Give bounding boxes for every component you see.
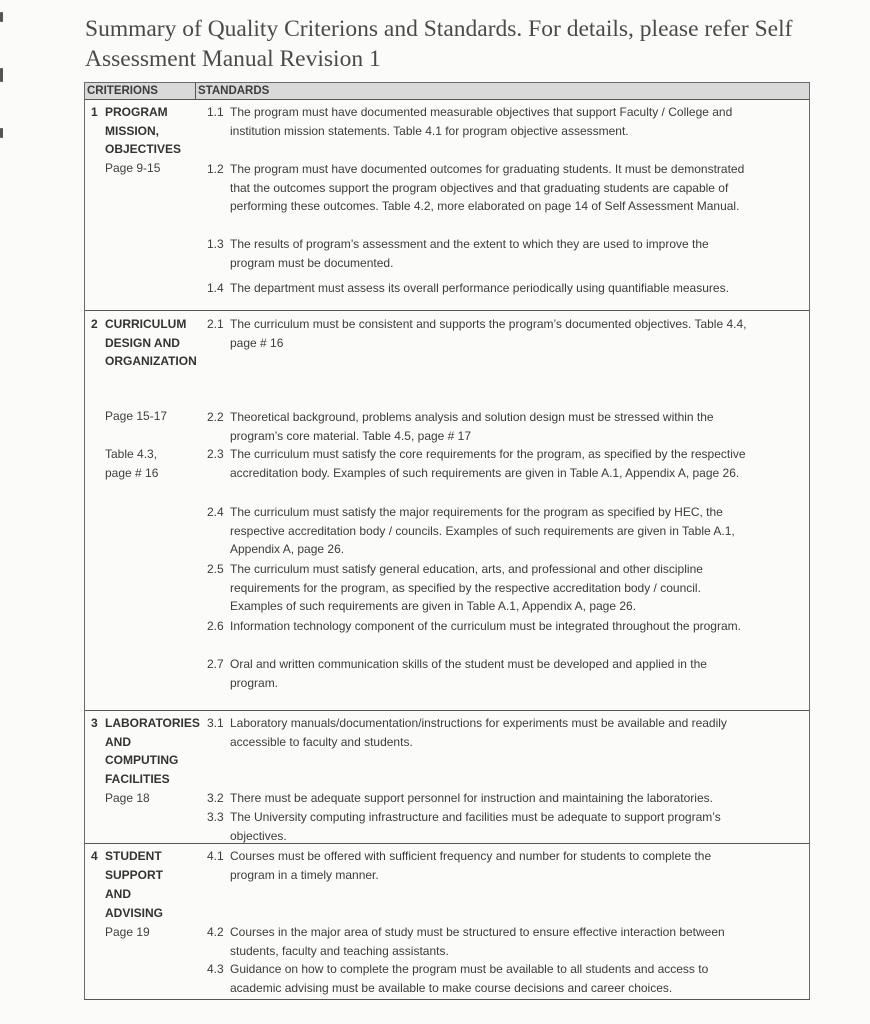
- table-header: [85, 82, 809, 100]
- table-row: [85, 310, 809, 711]
- title-line-1: Summary of Quality Criterions and Standards. For details, please refer Self: [85, 16, 793, 42]
- standard-text-line: program must be documented.: [230, 255, 394, 270]
- standard-text-line: institution mission statements. Table 4.1 for program objective assessment.: [230, 123, 629, 138]
- standard-text: [230, 789, 808, 808]
- standard-text-line: The department must assess its overall performance periodically using quantifiable measures.: [230, 281, 729, 295]
- standard-text-line: Courses must be offered with sufficient frequency and number for students to complete the: [230, 849, 712, 863]
- standard-text-line: The results of program’s assessment and the extent to which they are used to improve the: [230, 237, 709, 251]
- criterion-name: AND: [105, 887, 131, 901]
- standard-text: [230, 445, 808, 482]
- criterion-number: 1: [91, 105, 98, 119]
- standard-text-line: Oral and written communication skills of the student must be developed and applied in the: [230, 657, 707, 671]
- standard-text-line: respective accreditation body / councils. Examples of such requirements are given in Table A.1,: [230, 523, 735, 538]
- standard-number: 4.2: [207, 925, 224, 939]
- standard-text-line: requirements for the program, as specified by the respective accreditation body / council.: [230, 580, 701, 595]
- standard-text: [230, 315, 808, 352]
- standard-number: 4.1: [207, 849, 224, 863]
- standard-text-line: The curriculum must be consistent and supports the program’s documented objectives. Table 4.4,: [230, 317, 747, 331]
- standard-text-line: Guidance on how to complete the program must be available to all students and access to: [230, 962, 709, 976]
- scan-artifact: [0, 128, 3, 138]
- criterion-name: MISSION,: [105, 124, 160, 138]
- standard-text-line: performing these outcomes. Table 4.2, more elaborated on page 14 of Self Assessment Manual.: [230, 199, 740, 213]
- standard-text: [230, 560, 808, 616]
- criterion-name: SUPPORT: [105, 868, 164, 882]
- standard-text-line: Information technology component of the curriculum must be integrated throughout the program.: [230, 619, 741, 633]
- criterion-number: 4: [91, 849, 98, 863]
- table-row: [85, 843, 809, 1000]
- standard-number: 1.2: [207, 162, 224, 176]
- standard-text-line: Laboratory manuals/documentation/instructions for experiments must be available and readily: [230, 716, 727, 730]
- header-criterions: CRITERIONS: [87, 85, 158, 97]
- standard-text-line: There must be adequate support personnel for instruction and maintaining the laboratories.: [230, 791, 713, 805]
- standard-text: [230, 279, 808, 298]
- criterion-name: COMPUTING: [105, 753, 179, 767]
- criterion-reference: Page 9-15: [105, 161, 161, 175]
- standard-text: [230, 808, 808, 845]
- standard-text: [230, 847, 808, 884]
- standard-text: [230, 160, 808, 216]
- standard-text-line: Appendix A, page 26.: [230, 542, 345, 556]
- criterion-number: 3: [91, 716, 98, 730]
- table-row: [85, 710, 809, 844]
- standard-number: 2.2: [207, 410, 224, 424]
- standard-number: 2.6: [207, 619, 224, 633]
- standard-number: 2.1: [207, 317, 224, 331]
- criterion-reference: Page 19: [105, 925, 150, 939]
- standard-text-line: that the outcomes support the program objectives and that graduating students are capable of: [230, 180, 729, 195]
- standard-number: 3.2: [207, 791, 224, 805]
- standard-number: 1.3: [207, 237, 224, 251]
- standard-text: [230, 714, 808, 751]
- standard-text-line: students, faculty and teaching assistants.: [230, 943, 449, 958]
- standard-text-line: Courses in the major area of study must be structured to ensure effective interaction between: [230, 925, 725, 939]
- standard-text: [230, 503, 808, 559]
- standard-number: 3.1: [207, 716, 224, 730]
- standard-text-line: The curriculum must satisfy the major requirements for the program as specified by HEC, the: [230, 505, 723, 519]
- standard-text-line: The University computing infrastructure and facilities must be adequate to support program’s: [230, 810, 721, 824]
- criterion-reference: Page 18: [105, 791, 150, 805]
- standard-text-line: academic advising must be available to make course decisions and career choices.: [230, 980, 673, 995]
- criterion-name: ORGANIZATION: [105, 354, 197, 368]
- scan-artifact: [0, 68, 3, 82]
- criteria-standards-table: [84, 82, 810, 1000]
- standard-text-line: Theoretical background, problems analysis and solution design must be stressed within the: [230, 410, 714, 424]
- criterion-name: STUDENT: [105, 849, 162, 863]
- standard-text: [230, 617, 808, 636]
- standard-number: 3.3: [207, 810, 224, 824]
- criterion-name: ADVISING: [105, 906, 164, 920]
- criterion-reference: Table 4.3,: [105, 447, 158, 461]
- standard-number: 2.4: [207, 505, 224, 519]
- standard-text-line: program.: [230, 675, 279, 690]
- standard-text-line: The curriculum must satisfy general education, arts, and professional and other discipline: [230, 562, 703, 576]
- standard-text-line: objectives.: [230, 828, 287, 843]
- standard-text-line: The curriculum must satisfy the core requirements for the program, as specified by the respective: [230, 447, 746, 461]
- criterion-name: CURRICULUM: [105, 317, 187, 331]
- criterion-name: DESIGN AND: [105, 336, 180, 350]
- criterion-name: FACILITIES: [105, 772, 170, 786]
- standard-number: 1.4: [207, 281, 224, 295]
- standard-text-line: Examples of such requirements are given in Table A.1, Appendix A, page 26.: [230, 599, 637, 613]
- standard-text-line: accreditation body. Examples of such requirements are given in Table A.1, Appendix A, page 26.: [230, 465, 740, 480]
- standard-number: 1.1: [207, 105, 224, 119]
- standard-number: 4.3: [207, 962, 224, 976]
- criterion-reference: Page 15-17: [105, 409, 168, 423]
- standard-text-line: accessible to faculty and students.: [230, 734, 413, 749]
- criterion-name: OBJECTIVES: [105, 142, 182, 156]
- standard-text-line: program’s core material. Table 4.5, page # 17: [230, 428, 472, 443]
- standard-number: 2.3: [207, 447, 224, 461]
- criterion-name: PROGRAM: [105, 105, 168, 119]
- standard-text-line: program in a timely manner.: [230, 867, 379, 882]
- standard-text: [230, 103, 808, 140]
- document-title: [85, 14, 825, 74]
- standard-number: 2.5: [207, 562, 224, 576]
- criterion-name: AND: [105, 735, 131, 749]
- standard-text-line: The program must have documented outcomes for graduating students. It must be demonstrated: [230, 162, 745, 176]
- criterion-reference: page # 16: [105, 466, 159, 480]
- standard-text: [230, 408, 808, 445]
- standard-text: [230, 655, 808, 692]
- standard-text-line: page # 16: [230, 335, 284, 350]
- standard-text: [230, 960, 808, 997]
- criterion-name: LABORATORIES: [105, 716, 200, 730]
- standard-number: 2.7: [207, 657, 224, 671]
- header-standards: STANDARDS: [195, 83, 269, 99]
- standard-text-line: The program must have documented measurable objectives that support Faculty / College and: [230, 105, 733, 119]
- standard-text: [230, 923, 808, 960]
- standard-text: [230, 235, 808, 272]
- criterion-number: 2: [91, 317, 98, 331]
- title-line-2: Assessment Manual Revision 1: [85, 46, 381, 72]
- table-row: [85, 99, 809, 310]
- scan-artifact: [0, 12, 3, 22]
